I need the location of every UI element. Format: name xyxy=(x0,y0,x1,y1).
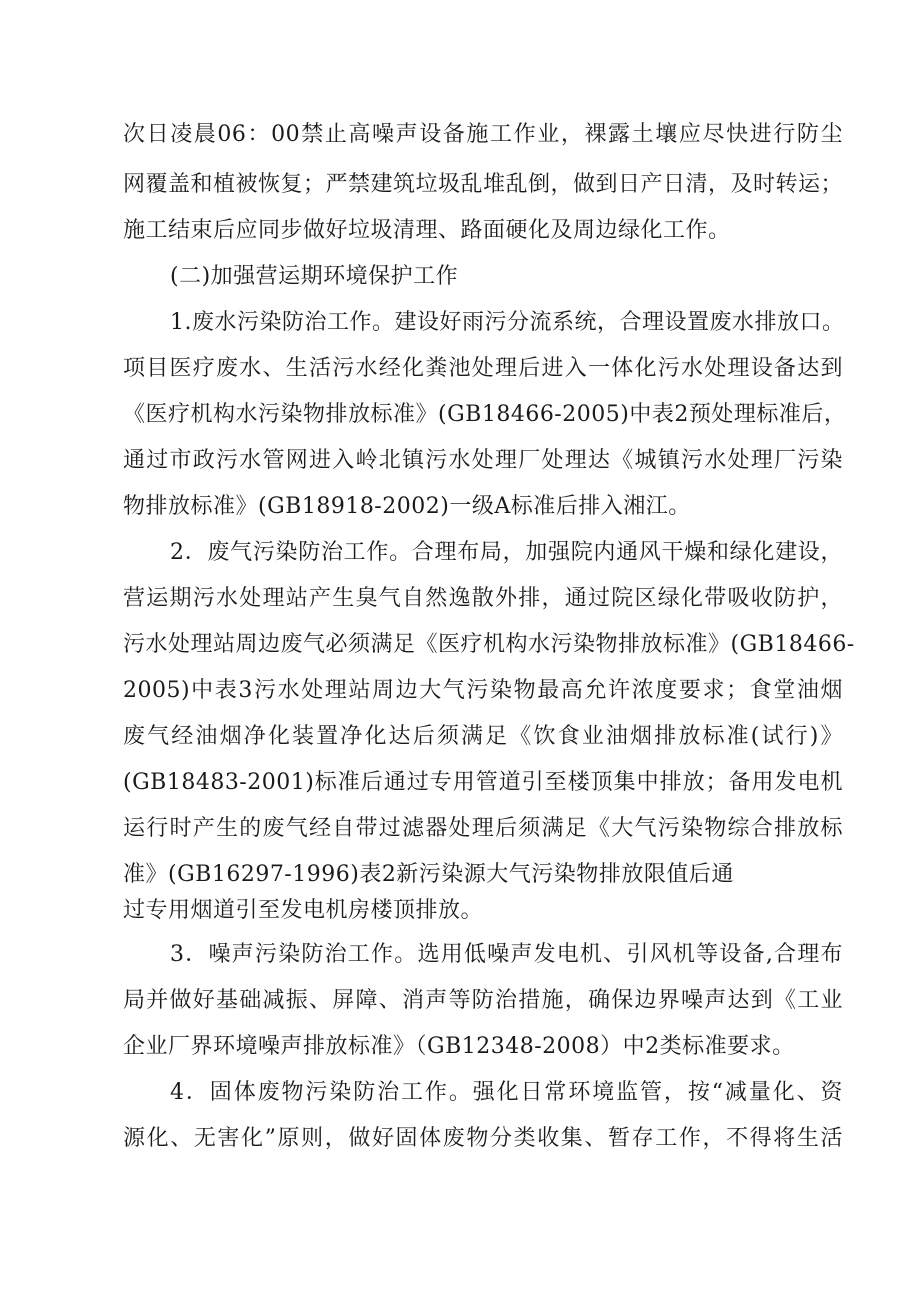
paragraph-line: 污水处理站周边废气必须满足《医疗机构水污染物排放标准》(GB18466- xyxy=(123,632,855,657)
paragraph-line: 过专用烟道引至发电机房楼顶排放。 xyxy=(123,898,484,923)
paragraph-line: 《医疗机构水污染物排放标准》(GB18466-2005)中表2预处理标准后， xyxy=(123,402,847,427)
section-heading: (二)加强营运期环境保护工作 xyxy=(170,264,459,289)
paragraph-line: 企业厂界环境噪声排放标准》（GB12348-2008）中2类标准要求。 xyxy=(123,1034,795,1059)
paragraph-line: 次日凌晨06：00禁止高噪声设备施工作业，裸露土壤应尽快进行防尘 xyxy=(123,122,843,147)
paragraph-line: 2．废气污染防治工作。合理布局，加强院内通风干燥和绿化建设， xyxy=(170,540,843,565)
paragraph-line: 1.废水污染防治工作。建设好雨污分流系统，合理设置废水排放口。 xyxy=(170,310,845,335)
paragraph-line: 物排放标准》(GB18918-2002)一级A标准后排入湘江。 xyxy=(123,494,691,519)
paragraph-line: 施工结束后应同步做好垃圾清理、路面硬化及周边绿化工作。 xyxy=(123,218,731,243)
paragraph-line: 源化、无害化”原则，做好固体废物分类收集、暂存工作，不得将生活 xyxy=(123,1126,843,1151)
paragraph-line: (GB18483-2001)标准后通过专用管道引至楼顶集中排放；备用发电机 xyxy=(123,770,843,795)
paragraph-line: 局并做好基础减振、屏障、消声等防治措施，确保边界噪声达到《工业 xyxy=(123,988,843,1013)
paragraph-line: 项目医疗废水、生活污水经化粪池处理后进入一体化污水处理设备达到 xyxy=(123,356,843,381)
paragraph-line: 废气经油烟净化装置净化达后须满足《饮食业油烟排放标准(试行)》 xyxy=(123,724,843,749)
paragraph-line: 3．噪声污染防治工作。选用低噪声发电机、引风机等设备,合理布 xyxy=(170,942,843,967)
paragraph-line: 运行时产生的废气经自带过滤器处理后须满足《大气污染物综合排放标 xyxy=(123,816,843,841)
paragraph-line: 网覆盖和植被恢复；严禁建筑垃圾乱堆乱倒，做到日产日清，及时转运； xyxy=(123,172,844,197)
paragraph-line: 准》(GB16297-1996)表2新污染源大气污染物排放限值后通 xyxy=(123,862,734,887)
paragraph-line: 4．固体废物污染防治工作。强化日常环境监管，按“减量化、资 xyxy=(170,1080,843,1105)
paragraph-line: 2005)中表3污水处理站周边大气污染物最高允许浓度要求；食堂油烟 xyxy=(123,678,843,703)
paragraph-line: 通过市政污水管网进入岭北镇污水处理厂处理达《城镇污水处理厂污染 xyxy=(123,448,843,473)
paragraph-line: 营运期污水处理站产生臭气自然逸散外排，通过院区绿化带吸收防护， xyxy=(123,586,843,611)
